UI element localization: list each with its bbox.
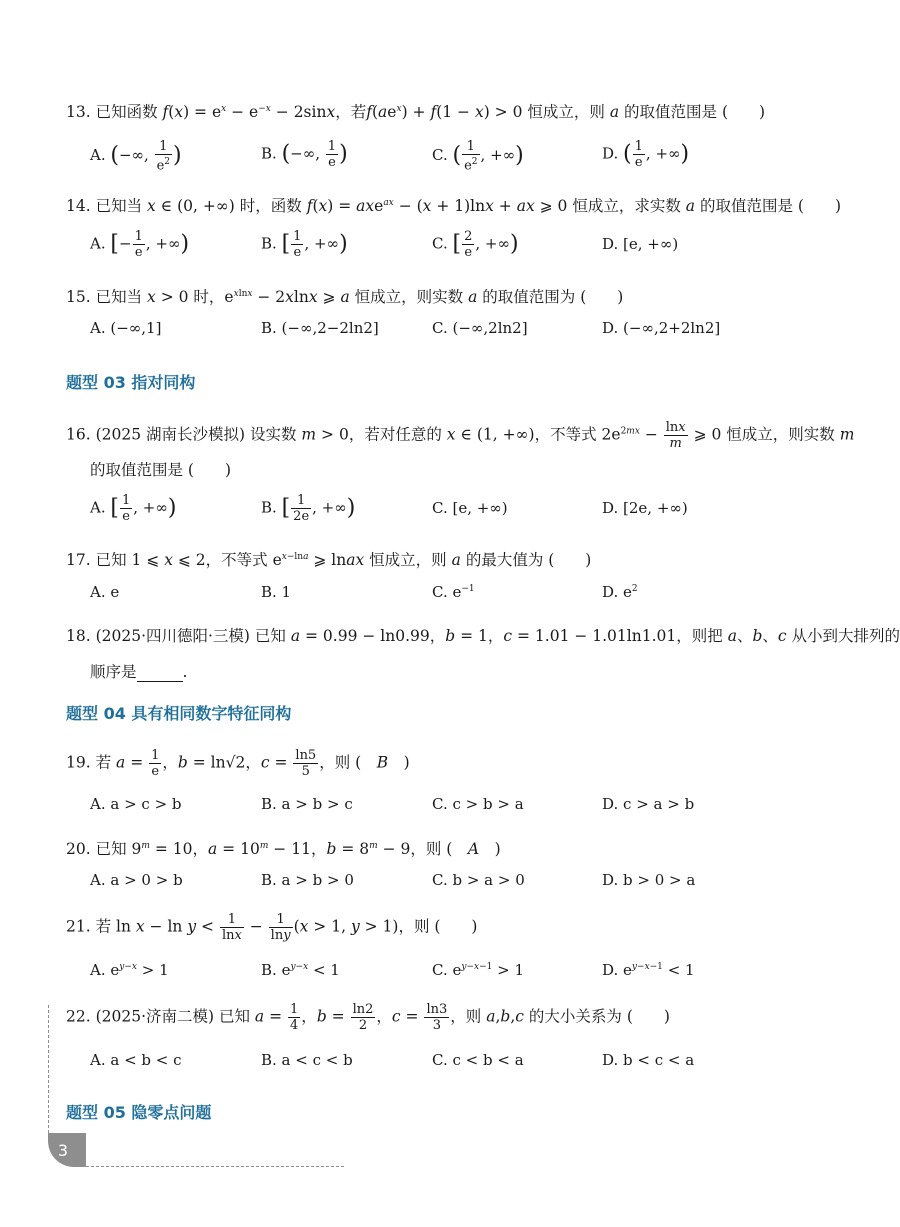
q20-option-a[interactable]: A. a > 0 > b bbox=[90, 871, 183, 889]
q21-option-a[interactable]: A. $e^{y-x} > 1$ bbox=[90, 961, 169, 979]
q21-option-b[interactable]: B. $e^{y-x} < 1$ bbox=[261, 961, 340, 979]
question-13: 13. 已知函数 $f(x) = e^x - e^{-x} - 2\sin x$，若$f(ae^x) + f(1 - x) > 0$ 恒成立，则 a 的取值范围是 ( ) bbox=[66, 103, 766, 121]
q22-option-d[interactable]: D. b < c < a bbox=[602, 1051, 695, 1069]
q15-option-d[interactable]: D. (−∞,2+2ln2] bbox=[602, 319, 721, 337]
page-border-horizontal bbox=[86, 1166, 344, 1167]
section-heading-03: 题型 03 指对同构 bbox=[66, 373, 196, 392]
q21-option-d[interactable]: D. $e^{y-x-1} < 1$ bbox=[602, 961, 695, 979]
q16-option-c[interactable]: C. [e, +∞) bbox=[432, 499, 508, 517]
question-21: 21. 若 ln x − ln y < $\frac{1}{\ln x}$ − $\frac{1}{\ln y}$ (x > 1, y > 1)，则 ( ) bbox=[66, 912, 478, 943]
q20-option-d[interactable]: D. b > 0 > a bbox=[602, 871, 696, 889]
q22-option-c[interactable]: C. c < b < a bbox=[432, 1051, 524, 1069]
page-border-vertical bbox=[48, 1005, 49, 1133]
q14-option-c[interactable]: C. [ $\frac{2}{e}$ , +∞) bbox=[432, 229, 519, 260]
q17-option-a[interactable]: A. e bbox=[90, 583, 120, 601]
q21-option-c[interactable]: C. $e^{y-x-1} > 1$ bbox=[432, 961, 525, 979]
question-16-line2: 的取值范围是 ( ) bbox=[90, 461, 232, 479]
question-20: 20. 已知 $9^m = 10$，$a = 10^m - 11$，$b = 8^m - 9$，则 ( A ) bbox=[66, 840, 501, 858]
q15-option-a[interactable]: A. (−∞,1] bbox=[90, 319, 162, 337]
q14-option-a[interactable]: A. [− $\frac{1}{e}$ , +∞) bbox=[90, 229, 190, 260]
question-15: 15. 已知当 x > 0 时，$e^{xlnx} - 2xlnx$ ⩾ a 恒成立，则实数 a 的取值范围为 ( ) bbox=[66, 288, 624, 306]
q20-option-b[interactable]: B. a > b > 0 bbox=[261, 871, 354, 889]
q13-option-c[interactable]: C. ( $\frac{1}{e^2}$ , +∞) bbox=[432, 139, 524, 174]
question-18-line2: 顺序是 . bbox=[90, 663, 188, 681]
question-18: 18. (2025·四川德阳·三模) 已知 a = 0.99 − ln0.99，b = 1，c = 1.01 − 1.01ln1.01，则把 a、b、c 从小到大排列的 bbox=[66, 627, 900, 645]
question-14: 14. 已知当 x ∈ (0, +∞) 时，函数 f(x) = axe$^{ax}$ − (x + 1)lnx + ax ⩾ 0 恒成立，求实数 a 的取值范围是 ( ) bbox=[66, 197, 841, 215]
answer-mark: B bbox=[376, 753, 389, 772]
q17-option-c[interactable]: C. $e^{-1}$ bbox=[432, 583, 475, 601]
answer-mark: A bbox=[467, 840, 480, 858]
q16-option-a[interactable]: A. [ $\frac{1}{e}$ , +∞) bbox=[90, 493, 177, 524]
q19-option-b[interactable]: B. a > b > c bbox=[261, 795, 353, 813]
q14-option-b[interactable]: B. [ $\frac{1}{e}$ , +∞) bbox=[261, 229, 348, 260]
q17-option-b[interactable]: B. 1 bbox=[261, 583, 292, 601]
q19-option-d[interactable]: D. c > a > b bbox=[602, 795, 695, 813]
q15-option-b[interactable]: B. (−∞,2−2ln2] bbox=[261, 319, 379, 337]
q14-option-d[interactable]: D. [e, +∞) bbox=[602, 235, 679, 253]
q16-option-d[interactable]: D. [2e, +∞) bbox=[602, 499, 688, 517]
q16-option-b[interactable]: B. [ $\frac{1}{2e}$ , +∞) bbox=[261, 493, 356, 524]
answer-blank[interactable] bbox=[137, 667, 183, 682]
section-heading-05: 题型 05 隐零点问题 bbox=[66, 1103, 212, 1122]
question-19: 19. 若 a = $\frac{1}{e}$ ，b = ln√2，c = $\frac{\ln 5}{5}$ ，则 ( B ) bbox=[66, 748, 410, 779]
q20-option-c[interactable]: C. b > a > 0 bbox=[432, 871, 525, 889]
question-22: 22. (2025·济南二模) 已知 a = $\frac{1}{4}$ ，b = $\frac{\ln 2}{2}$ ，c = $\frac{\ln 3}{3}$ ，则 a,b,c 的大小关系为 ( ) bbox=[66, 1002, 670, 1033]
q22-option-b[interactable]: B. a < c < b bbox=[261, 1051, 353, 1069]
q19-option-c[interactable]: C. c > b > a bbox=[432, 795, 524, 813]
q22-option-a[interactable]: A. a < b < c bbox=[90, 1051, 182, 1069]
q13-option-d[interactable]: D. ( $\frac{1}{e}$ , +∞) bbox=[602, 139, 690, 170]
question-16: 16. (2025 湖南长沙模拟) 设实数 m > 0，若对任意的 x ∈ (1, +∞)，不等式 $2e^{2mx}$ − $\frac{\ln x}{m}$ ⩾ 0 恒成立，则实数 m bbox=[66, 420, 855, 451]
q17-option-d[interactable]: D. $e^2$ bbox=[602, 583, 638, 601]
q13-option-a[interactable]: A. (−∞, $\frac{1}{e^2}$ ) bbox=[90, 139, 182, 174]
q19-option-a[interactable]: A. a > c > b bbox=[90, 795, 182, 813]
q15-option-c[interactable]: C. (−∞,2ln2] bbox=[432, 319, 528, 337]
q13-option-b[interactable]: B. (−∞, $\frac{1}{e}$ ) bbox=[261, 139, 348, 170]
page-number: 3 bbox=[48, 1133, 86, 1167]
question-17: 17. 已知 1 ⩽ x ⩽ 2，不等式 $e^{x-lna}$ ⩾ lnax 恒成立，则 a 的最大值为 ( ) bbox=[66, 551, 592, 569]
section-heading-04: 题型 04 具有相同数字特征同构 bbox=[66, 704, 292, 723]
